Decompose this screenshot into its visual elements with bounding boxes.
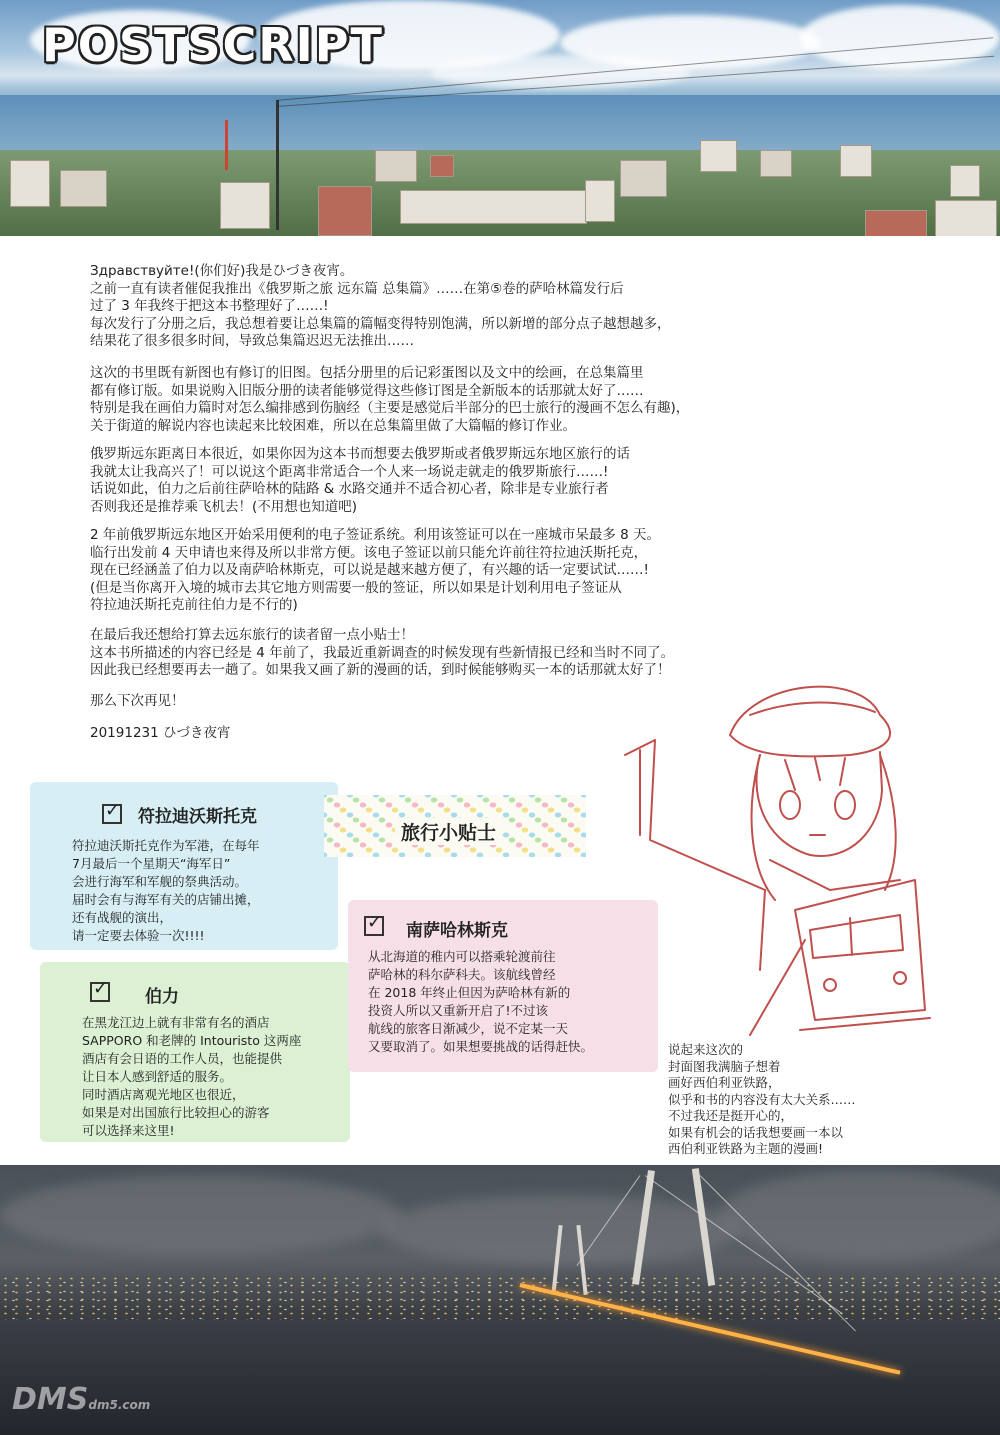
text-line: 因此我已经想要再去一趟了。如果我又画了新的漫画的话，到时候能够购买一本的话那就太好了！ [90, 662, 671, 678]
text-line: 否则我还是推荐乘飞机去！(不用想也知道吧) [90, 498, 358, 515]
text-line: 话说如此，伯力之后前往萨哈林的陆路 & 水路交通并不适合初心者，除非是专业旅行者 [90, 481, 609, 497]
site-watermark [12, 1382, 150, 1417]
text-line: 现在已经涵盖了伯力以及南萨哈林斯克，可以说是越来越方便了，有兴趣的话一定要试试……! [90, 562, 649, 578]
checkbox-icon [102, 804, 122, 824]
text-line: 结果花了很多很多时间，导致总集篇迟迟无法推出…… [90, 333, 414, 349]
harbor-water [0, 1320, 1000, 1435]
checkbox-icon [364, 916, 384, 936]
character-sketch-illustration [600, 640, 960, 1040]
text-line: 在最后我还想给打算去远东旅行的读者留一点小贴士！ [90, 627, 414, 643]
text-line: 之前一直有读者催促我推出《俄罗斯之旅 远东篇 总集篇》……在第⑤卷的萨哈林篇发行后 [90, 280, 624, 297]
tip-title: 符拉迪沃斯托克 [138, 807, 257, 827]
text-line: (但是当你离开入境的城市去其它地方则需要一般的签证，所以如果是计划利用电子签证从 [90, 579, 622, 596]
tip-card-vladivostok [30, 782, 338, 950]
tip-card-khabarovsk [40, 962, 350, 1142]
city-lights [0, 1275, 1000, 1325]
text-line: 我就太让我高兴了！可以说这个距离非常适合一个人来一场说走就走的俄罗斯旅行……! [90, 463, 609, 480]
watermark-subtext: dm5.com [88, 1398, 151, 1412]
text-line: 过了 3 年我终于把这本书整理好了……! [90, 298, 329, 314]
text-line: 每次发行了分册之后，我总想着要让总集篇的篇幅变得特别饱满，所以新增的部分点子越想越多， [90, 315, 671, 332]
postscript-paragraph-1 [90, 263, 790, 351]
tip-title: 伯力 [145, 987, 179, 1007]
tip-body: 符拉迪沃斯托克作为军港，在每年 7月最后一个星期天“海军日” 会进行海军和军舰的祭典活动。 届时会有与海军有关的店铺出摊， 还有战舰的演出， 请一定要去体验一次!!!! [72, 838, 260, 943]
text-line: 20191231 ひづき夜宵 [90, 725, 231, 741]
postscript-paragraph-3 [90, 446, 790, 516]
page-title: POSTSCRIPT [42, 18, 384, 72]
postscript-paragraph-2 [90, 365, 790, 435]
sketch-caption: 说起来这次的 封面图我满脑子想着 画好西伯利亚铁路， 似乎和书的内容没有太大关系…… 不过我还是挺开心的， 如果有机会的话我想要画一本以 西伯利亚铁路为主题的漫画! [668, 1042, 856, 1156]
text-line: 临行出发前 4 天申请也来得及所以非常方便。该电子签证以前只能允许前往符拉迪沃斯托克， [90, 544, 648, 561]
text-line: 符拉迪沃斯托克前往伯力是不行的) [90, 597, 298, 613]
text-line: 俄罗斯远东距离日本很近，如果你因为这本书而想要去俄罗斯或者俄罗斯远东地区旅行的话 [90, 446, 630, 462]
text-line: 都有修订版。如果说购入旧版分册的读者能够觉得这些修订图是全新版本的话那就太好了…… [90, 382, 644, 399]
text-line: 特别是我在画伯力篇时对怎么编排感到伤脑经（主要是感觉后半部分的巴士旅行的漫画不怎么有趣)， [90, 400, 690, 416]
text-line: 那么下次再见！ [90, 693, 185, 709]
text-line: 2 年前俄罗斯远东地区开始采用便利的电子签证系统。利用该签证可以在一座城市呆最多 8 天。 [90, 527, 661, 543]
tip-title: 南萨哈林斯克 [406, 921, 508, 941]
text-line: 这本书所描述的内容已经是 4 年前了，我最近重新调查的时候发现有些新情报已经和当时不同了。 [90, 644, 675, 661]
checkbox-icon [90, 982, 110, 1002]
tips-banner-label: 旅行小贴士 [395, 818, 502, 845]
text-line: 这次的书里既有新图也有修订的旧图。包括分册里的后记彩蛋图以及文中的绘画，在总集篇里 [90, 365, 644, 381]
text-line: 关于街道的解说内容也读起来比较困难，所以在总集篇里做了大篇幅的修订作业。 [90, 417, 576, 434]
tip-body: 在黑龙江边上就有非常有名的酒店 SAPPORO 和老牌的 Intouristo 这两座 酒店有会日语的工作人员，也能提供 让日本人感到舒适的服务。 同时酒店离观光地区也很近， 如果是对出国旅行比较担心的游客 可以选择来这里! [82, 1015, 302, 1138]
tip-body: 从北海道的稚内可以搭乘轮渡前往 萨哈林的科尔萨科夫。该航线曾经 在 2018 年终止但因为萨哈林有新的 投资人所以又重新开启了!不过该 航线的旅客日渐减少，说不定某一天 又要取消了。如果想要挑战的话得赶快。 [368, 949, 594, 1054]
postscript-paragraph-4 [90, 527, 790, 615]
watermark-text: DMS [12, 1382, 89, 1417]
text-line: Здравствуйте!(你们好)我是ひづき夜宵。 [90, 263, 354, 279]
